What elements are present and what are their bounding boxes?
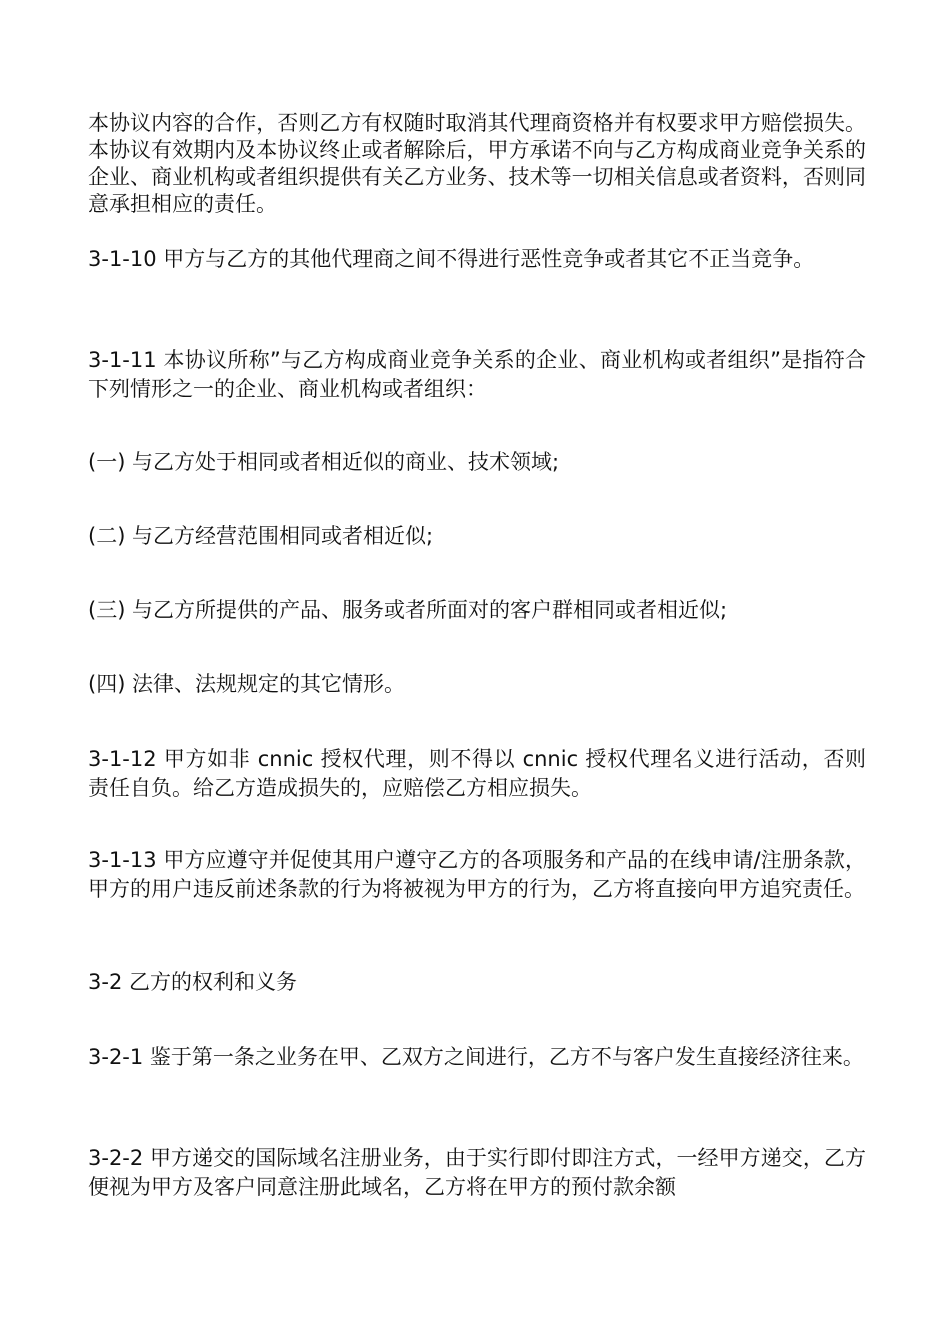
paragraph-intro: 本协议内容的合作，否则乙方有权随时取消其代理商资格并有权要求甲方赔偿损失。本协议有效期内及本协议终止或者解除后，甲方承诺不向与乙方构成商业竞争关系的企业、商业机构或者组织提供有关乙方业务、技术等一切相关信息或者资料，否则同意承担相应的责任。	[88, 111, 866, 216]
list-item-1: (一) 与乙方处于相同或者相近似的商业、技术领域;	[88, 450, 560, 474]
list-item-4: (四) 法律、法规规定的其它情形。	[88, 672, 406, 696]
list-item-3: (三) 与乙方所提供的产品、服务或者所面对的客户群相同或者相近似;	[88, 598, 728, 622]
paragraph-3-2-1: 3-2-1 鉴于第一条之业务在甲、乙双方之间进行，乙方不与客户发生直接经济往来。	[88, 1045, 864, 1069]
paragraph-3-1-12: 3-1-12 甲方如非 cnnic 授权代理，则不得以 cnnic 授权代理名义进行活动，否则责任自负。给乙方造成损失的，应赔偿乙方相应损失。	[88, 747, 866, 800]
paragraph-3-1-10: 3-1-10 甲方与乙方的其他代理商之间不得进行恶性竞争或者其它不正当竞争。	[88, 247, 815, 271]
paragraph-3-2-2: 3-2-2 甲方递交的国际域名注册业务，由于实行即付即注方式，一经甲方递交，乙方便视为甲方及客户同意注册此域名，乙方将在甲方的预付款余额	[88, 1146, 866, 1199]
paragraph-3-1-11: 3-1-11 本协议所称”与乙方构成商业竞争关系的企业、商业机构或者组织”是指符合下列情形之一的企业、商业机构或者组织：	[88, 348, 866, 401]
section-heading-3-2: 3-2 乙方的权利和义务	[88, 970, 297, 994]
list-item-2: (二) 与乙方经营范围相同或者相近似;	[88, 524, 434, 548]
paragraph-3-1-13: 3-1-13 甲方应遵守并促使其用户遵守乙方的各项服务和产品的在线申请/注册条款，甲方的用户违反前述条款的行为将被视为甲方的行为，乙方将直接向甲方追究责任。	[88, 848, 866, 901]
